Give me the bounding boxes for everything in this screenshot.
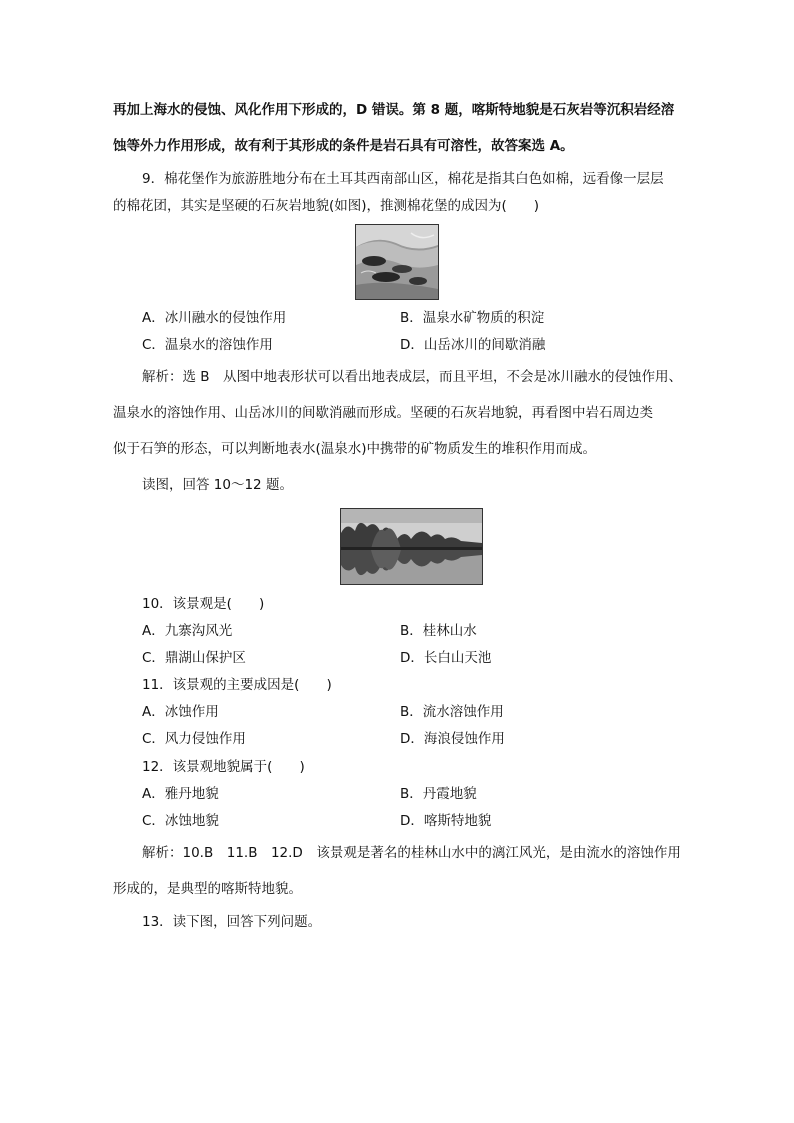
q9-analysis-line-2: 温泉水的溶蚀作用、山岳冰川的间歇消融而形成。坚硬的石灰岩地貌，再看图中岩石周边类	[113, 405, 653, 421]
read-prompt: 读图，回答 10～12 题。	[142, 477, 293, 493]
intro-line-1: 再加上海水的侵蚀、风化作用下形成的，D 错误。第 8 题，喀斯特地貌是石灰岩等沉积岩经溶	[113, 102, 675, 118]
q11-option-a: A．冰蚀作用	[142, 704, 219, 720]
q12-option-a: A．雅丹地貌	[142, 786, 219, 802]
q12-stem: 12．该景观地貌属于( )	[142, 759, 305, 775]
q10-stem: 10．该景观是( )	[142, 596, 265, 612]
q10-option-c: C．鼎湖山保护区	[142, 650, 246, 666]
terrace-image	[356, 225, 438, 299]
q13-stem: 13．读下图，回答下列问题。	[142, 914, 322, 930]
pamukkale-terraces-photo	[355, 224, 439, 300]
q10-option-a: A．九寨沟风光	[142, 623, 233, 639]
q11-stem: 11．该景观的主要成因是( )	[142, 677, 332, 693]
q11-option-c: C．风力侵蚀作用	[142, 731, 246, 747]
q9-analysis-line-1: 解析：选 B 从图中地表形状可以看出地表成层，而且平坦，不会是冰川融水的侵蚀作用、	[142, 369, 683, 385]
q9-option-c: C．温泉水的溶蚀作用	[142, 337, 273, 353]
q10-12-analysis-line-1: 解析：10.B 11.B 12.D 该景观是著名的桂林山水中的漓江风光，是由流水的溶蚀作用	[142, 845, 681, 861]
q12-option-b: B．丹霞地貌	[400, 786, 477, 802]
q9-option-a: A．冰川融水的侵蚀作用	[142, 310, 287, 326]
intro-line-2: 蚀等外力作用形成，故有利于其形成的条件是岩石具有可溶性，故答案选 A。	[113, 138, 574, 154]
q10-12-analysis-line-2: 形成的，是典型的喀斯特地貌。	[113, 881, 302, 897]
q10-option-d: D．长白山天池	[400, 650, 492, 666]
q12-option-d: D．喀斯特地貌	[400, 813, 492, 829]
q9-stem-line-2: 的棉花团，其实是坚硬的石灰岩地貌(如图)，推测棉花堡的成因为( )	[113, 198, 540, 214]
q9-option-d: D．山岳冰川的间歇消融	[400, 337, 546, 353]
q9-stem-line-1: 9．棉花堡作为旅游胜地分布在土耳其西南部山区，棉花是指其白色如棉，远看像一层层	[142, 171, 664, 187]
guilin-landscape-photo	[340, 508, 483, 585]
q10-option-b: B．桂林山水	[400, 623, 477, 639]
q9-option-b: B．温泉水矿物质的积淀	[400, 310, 545, 326]
q11-option-d: D．海浪侵蚀作用	[400, 731, 505, 747]
q11-option-b: B．流水溶蚀作用	[400, 704, 504, 720]
q9-analysis-line-3: 似于石笋的形态，可以判断地表水(温泉水)中携带的矿物质发生的堆积作用而成。	[113, 441, 597, 457]
landscape-image	[341, 509, 482, 584]
q12-option-c: C．冰蚀地貌	[142, 813, 219, 829]
